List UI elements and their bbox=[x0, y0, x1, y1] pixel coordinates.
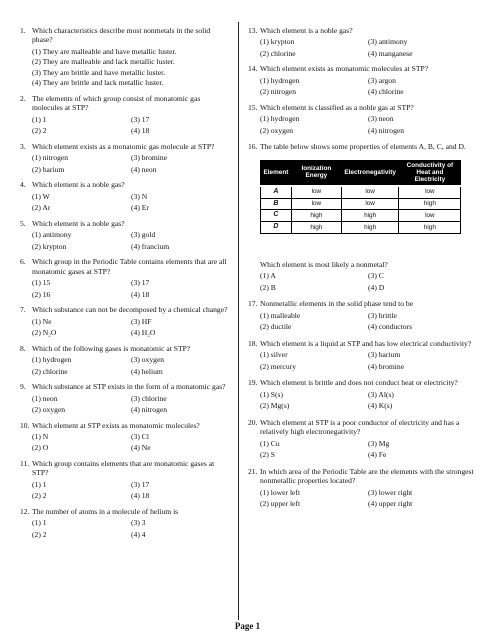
property-cell: low bbox=[291, 198, 341, 210]
answer-option[interactable]: (3) barium bbox=[368, 350, 401, 360]
answer-options bbox=[20, 278, 230, 299]
answer-option[interactable]: (3) lower right bbox=[368, 487, 413, 497]
answer-option[interactable]: (1) Cu bbox=[260, 438, 280, 448]
answer-option[interactable]: (3) Al(s) bbox=[368, 389, 394, 399]
element-cell: A bbox=[261, 186, 292, 198]
answer-option[interactable]: (1) silver bbox=[260, 350, 288, 360]
answer-option[interactable]: (4) Fe bbox=[368, 450, 387, 460]
question-13 bbox=[248, 26, 476, 58]
question-stem: The elements of which group consist of monatomic gas molecules at STP? bbox=[32, 93, 201, 113]
answer-option[interactable]: (4) 18 bbox=[131, 126, 150, 136]
question-number: 14. bbox=[248, 64, 258, 74]
answer-option[interactable]: (2) krypton bbox=[32, 241, 67, 251]
answer-option[interactable]: (1) Ne bbox=[32, 316, 52, 326]
question-number: 19. bbox=[248, 378, 258, 388]
question-number: 11. bbox=[20, 458, 30, 468]
properties-table bbox=[260, 160, 461, 234]
question-number: 20. bbox=[248, 417, 258, 427]
answer-option[interactable]: (2) mercury bbox=[260, 361, 297, 371]
answer-option[interactable]: (3) bromine bbox=[131, 153, 168, 163]
answer-option[interactable]: (4) 4 bbox=[131, 529, 146, 539]
answer-option[interactable]: (3) chlorine bbox=[131, 393, 167, 403]
table-row bbox=[261, 222, 461, 234]
question-number: 15. bbox=[248, 102, 258, 112]
question-2 bbox=[20, 94, 230, 136]
answer-option[interactable]: (1) They are malleable and have metallic luster. bbox=[32, 46, 177, 56]
question-12 bbox=[20, 507, 230, 539]
table-header: Ionization Energy bbox=[291, 160, 341, 186]
answer-options bbox=[20, 518, 230, 539]
answer-option[interactable]: (4) neon bbox=[131, 164, 157, 174]
table-header: Element bbox=[261, 160, 292, 186]
question-stem: Which substance can not be decomposed by a chemical change? bbox=[32, 305, 228, 315]
question-21 bbox=[248, 467, 476, 509]
answer-option[interactable]: (1) malleable bbox=[260, 310, 301, 320]
answer-options bbox=[20, 230, 230, 251]
answer-options bbox=[20, 115, 230, 136]
answer-option[interactable]: (1) A bbox=[260, 271, 276, 281]
answer-option[interactable]: (1) hydrogen bbox=[260, 75, 300, 85]
answer-option[interactable]: (2) Ar bbox=[32, 203, 51, 213]
question-number: 1. bbox=[20, 26, 26, 35]
question-14 bbox=[248, 64, 476, 96]
element-cell: B bbox=[261, 198, 292, 210]
answer-option[interactable]: (3) brittle bbox=[368, 310, 397, 320]
question-stem: The table below shows some properties of elements A, B, C, and D. bbox=[260, 142, 466, 152]
question-number: 9. bbox=[20, 382, 26, 392]
answer-options bbox=[248, 311, 476, 332]
question-stem: The number of atoms in a molecule of helium is bbox=[32, 506, 179, 516]
property-cell: low bbox=[341, 198, 399, 210]
table-header: Electronegativity bbox=[341, 160, 399, 186]
answer-option[interactable]: (3) oxygen bbox=[131, 355, 165, 365]
answer-option[interactable]: (2) O bbox=[32, 443, 49, 453]
question-stem: Which element is a noble gas? bbox=[260, 26, 353, 35]
question-20 bbox=[248, 418, 476, 460]
answer-option[interactable]: (4) They are brittle and lack metallic luster. bbox=[32, 78, 164, 88]
question-stem: Which element is brittle and does not conduct heat or electricity? bbox=[260, 378, 458, 388]
answer-option[interactable]: (3) Mg bbox=[368, 438, 390, 448]
answer-option[interactable]: (3) They are brittle and have metallic luster. bbox=[32, 67, 166, 77]
answer-option[interactable]: (4) 18 bbox=[131, 491, 150, 501]
question-number: 4. bbox=[20, 180, 26, 190]
question-4 bbox=[20, 180, 230, 212]
column-divider bbox=[238, 22, 239, 620]
answer-options bbox=[248, 114, 476, 135]
question-18 bbox=[248, 339, 476, 371]
answer-option[interactable]: (2) chlorine bbox=[32, 366, 68, 376]
answer-option[interactable]: (2) 2 bbox=[32, 491, 47, 501]
answer-option[interactable]: (2) 2 bbox=[32, 529, 47, 539]
answer-options bbox=[20, 317, 230, 338]
answer-option[interactable]: (1) 1 bbox=[32, 518, 47, 528]
answer-option[interactable]: (1) antimony bbox=[32, 230, 72, 240]
question-stem: Which element is a liquid at STP and has low electrical conductivity? bbox=[260, 338, 472, 348]
question-number: 3. bbox=[20, 141, 26, 151]
answer-option[interactable]: (4) 18 bbox=[131, 289, 150, 299]
question-number: 8. bbox=[20, 343, 26, 353]
left-column bbox=[20, 26, 230, 539]
question-5 bbox=[20, 219, 230, 251]
answer-option[interactable]: (1) W bbox=[32, 191, 50, 201]
question-stem: Nonmetallic elements in the solid phase tend to be bbox=[260, 299, 414, 309]
property-cell: low bbox=[341, 186, 399, 198]
table-row bbox=[261, 186, 461, 198]
answer-option[interactable]: (2) chlorine bbox=[260, 48, 296, 58]
answer-option[interactable]: (3) antimony bbox=[368, 37, 408, 47]
answer-option[interactable]: (3) C bbox=[368, 271, 384, 281]
answer-option[interactable]: (2) upper left bbox=[260, 499, 301, 509]
question-9 bbox=[20, 382, 230, 414]
answer-options bbox=[248, 390, 476, 411]
answer-option[interactable]: (2) 16 bbox=[32, 289, 51, 299]
question-number: 13. bbox=[248, 26, 258, 35]
answer-option[interactable]: (2) oxygen bbox=[260, 125, 294, 135]
answer-options bbox=[20, 394, 230, 415]
question-number: 18. bbox=[248, 338, 258, 348]
page-number: Page 1 bbox=[234, 621, 261, 631]
property-cell: low bbox=[291, 186, 341, 198]
table-row bbox=[261, 210, 461, 222]
answer-options bbox=[248, 439, 476, 460]
answer-option[interactable]: (4) bromine bbox=[368, 361, 405, 371]
question-stem: Which group in the Periodic Table contains elements that are all monatomic gases at STP? bbox=[32, 257, 227, 276]
answer-option[interactable]: (1) hydrogen bbox=[32, 355, 72, 365]
question-1 bbox=[20, 26, 230, 88]
answer-option[interactable]: (4) Ne bbox=[131, 443, 151, 453]
answer-option[interactable]: (2) oxygen bbox=[32, 405, 66, 415]
answer-option[interactable]: (3) 17 bbox=[131, 479, 150, 489]
questions-17-21 bbox=[248, 299, 476, 508]
question-17 bbox=[248, 299, 476, 331]
answer-option[interactable]: (4) upper right bbox=[368, 499, 413, 509]
answer-option[interactable]: (1) N bbox=[32, 431, 49, 441]
answer-option[interactable]: (1) krypton bbox=[260, 37, 295, 47]
answer-option[interactable]: (1) nitrogen bbox=[32, 153, 69, 163]
answer-options bbox=[20, 355, 230, 376]
answer-options bbox=[20, 432, 230, 453]
answer-options bbox=[20, 153, 230, 174]
answer-option[interactable]: (4) H₂O bbox=[131, 328, 156, 338]
question-stem: Which substance at STP exists in the form of a monatomic gas? bbox=[32, 382, 226, 392]
answer-options bbox=[248, 37, 476, 58]
question-stem: Which of the following gases is monatomic at STP? bbox=[32, 343, 191, 353]
answer-option[interactable]: (3) HF bbox=[131, 316, 152, 326]
questions-13-15 bbox=[248, 26, 476, 135]
answer-options bbox=[20, 480, 230, 501]
answer-options bbox=[20, 47, 230, 88]
answer-option[interactable]: (1) hydrogen bbox=[260, 114, 300, 124]
answer-option[interactable]: (1) lower left bbox=[260, 487, 301, 497]
answer-option[interactable]: (2) Mg(s) bbox=[260, 401, 290, 411]
property-cell: low bbox=[399, 210, 461, 222]
answer-option[interactable]: (1) neon bbox=[32, 393, 58, 403]
question-stem: Which element is a noble gas? bbox=[32, 218, 125, 228]
answer-option[interactable]: (3) N bbox=[131, 191, 148, 201]
property-cell: high bbox=[291, 210, 341, 222]
answer-option[interactable]: (3) neon bbox=[368, 114, 394, 124]
question-number: 16. bbox=[248, 142, 258, 152]
answer-option[interactable]: (2) N₂O bbox=[32, 328, 57, 338]
answer-options bbox=[248, 350, 476, 371]
answer-option[interactable]: (4) francium bbox=[131, 241, 170, 251]
question-stem: Which element is classified as a noble gas at STP? bbox=[260, 102, 414, 112]
answer-options bbox=[248, 76, 476, 97]
question-stem: In which area of the Periodic Table are the elements with the strongest nonmetallic properties located? bbox=[260, 466, 474, 486]
answer-option[interactable]: (1) S(s) bbox=[260, 389, 283, 399]
answer-option[interactable]: (3) argon bbox=[368, 75, 396, 85]
question-number: 21. bbox=[248, 466, 258, 476]
answer-option[interactable]: (4) manganese bbox=[368, 48, 413, 58]
question-stem: Which element exists as monatomic molecules at STP? bbox=[260, 64, 429, 74]
answer-option[interactable]: (3) 3 bbox=[131, 518, 146, 528]
question-number: 10. bbox=[20, 420, 30, 430]
answer-option[interactable]: (2) B bbox=[260, 282, 276, 292]
answer-option[interactable]: (4) conductors bbox=[368, 322, 413, 332]
answer-option[interactable]: (1) 1 bbox=[32, 479, 47, 489]
answer-option[interactable]: (2) S bbox=[260, 450, 275, 460]
question-number: 12. bbox=[20, 506, 30, 516]
answer-option[interactable]: (4) D bbox=[368, 282, 385, 292]
question-16 bbox=[248, 142, 476, 292]
element-cell: D bbox=[261, 222, 292, 234]
answer-option[interactable]: (4) nitrogen bbox=[131, 405, 168, 415]
answer-option[interactable]: (1) 1 bbox=[32, 114, 47, 124]
question-stem: Which element at STP is a poor conductor of electricity and has a relatively high electronegativity? bbox=[260, 417, 460, 437]
question-stem: Which characteristics describe most nonmetals in the solid phase? bbox=[32, 26, 211, 45]
answer-option[interactable]: (4) nitrogen bbox=[368, 125, 405, 135]
answer-option[interactable]: (4) chlorine bbox=[368, 87, 404, 97]
question-15 bbox=[248, 103, 476, 135]
table-header: Conductivity of Heat and Electricity bbox=[399, 160, 461, 186]
answer-option[interactable]: (2) barium bbox=[32, 164, 65, 174]
property-cell: high bbox=[399, 222, 461, 234]
question-6 bbox=[20, 257, 230, 299]
answer-option[interactable]: (4) Er bbox=[131, 203, 149, 213]
answer-options bbox=[20, 192, 230, 213]
answer-option[interactable]: (3) gold bbox=[131, 230, 156, 240]
table-row bbox=[261, 198, 461, 210]
question-number: 6. bbox=[20, 257, 26, 267]
question-19 bbox=[248, 378, 476, 410]
answer-option[interactable]: (3) 17 bbox=[131, 278, 150, 288]
right-column bbox=[248, 26, 476, 509]
question-number: 5. bbox=[20, 218, 26, 228]
answer-options bbox=[248, 488, 476, 509]
answer-option[interactable]: (2) 2 bbox=[32, 126, 47, 136]
element-cell: C bbox=[261, 210, 292, 222]
question-followup: Which element is most likely a nonmetal? bbox=[260, 259, 388, 269]
question-number: 2. bbox=[20, 93, 26, 103]
question-stem: Which group contains elements that are monatomic gases at STP? bbox=[32, 458, 215, 478]
property-cell: high bbox=[341, 210, 399, 222]
answer-option[interactable]: (2) nitrogen bbox=[260, 87, 297, 97]
property-cell: high bbox=[341, 222, 399, 234]
question-3 bbox=[20, 142, 230, 174]
answer-option[interactable]: (2) They are malleable and lack metallic luster. bbox=[32, 57, 175, 67]
property-cell: high bbox=[399, 198, 461, 210]
property-cell: high bbox=[291, 222, 341, 234]
question-11 bbox=[20, 459, 230, 501]
question-stem: Which element exists as a monatomic gas molecule at STP? bbox=[32, 141, 215, 151]
question-stem: Which element at STP exists as monatomic molecules? bbox=[32, 420, 200, 430]
answer-option[interactable]: (2) ductile bbox=[260, 322, 292, 332]
property-cell: low bbox=[399, 186, 461, 198]
answer-option[interactable]: (4) helium bbox=[131, 366, 163, 376]
answer-option[interactable]: (3) 17 bbox=[131, 114, 150, 124]
question-number: 7. bbox=[20, 305, 26, 315]
question-8 bbox=[20, 344, 230, 376]
question-number: 17. bbox=[248, 299, 258, 309]
answer-option[interactable]: (4) K(s) bbox=[368, 401, 393, 411]
answer-option[interactable]: (1) 15 bbox=[32, 278, 51, 288]
question-stem: Which element is a noble gas? bbox=[32, 180, 125, 190]
answer-option[interactable]: (3) Cl bbox=[131, 431, 149, 441]
question-7 bbox=[20, 305, 230, 337]
question-10 bbox=[20, 421, 230, 453]
answer-options bbox=[248, 271, 476, 292]
